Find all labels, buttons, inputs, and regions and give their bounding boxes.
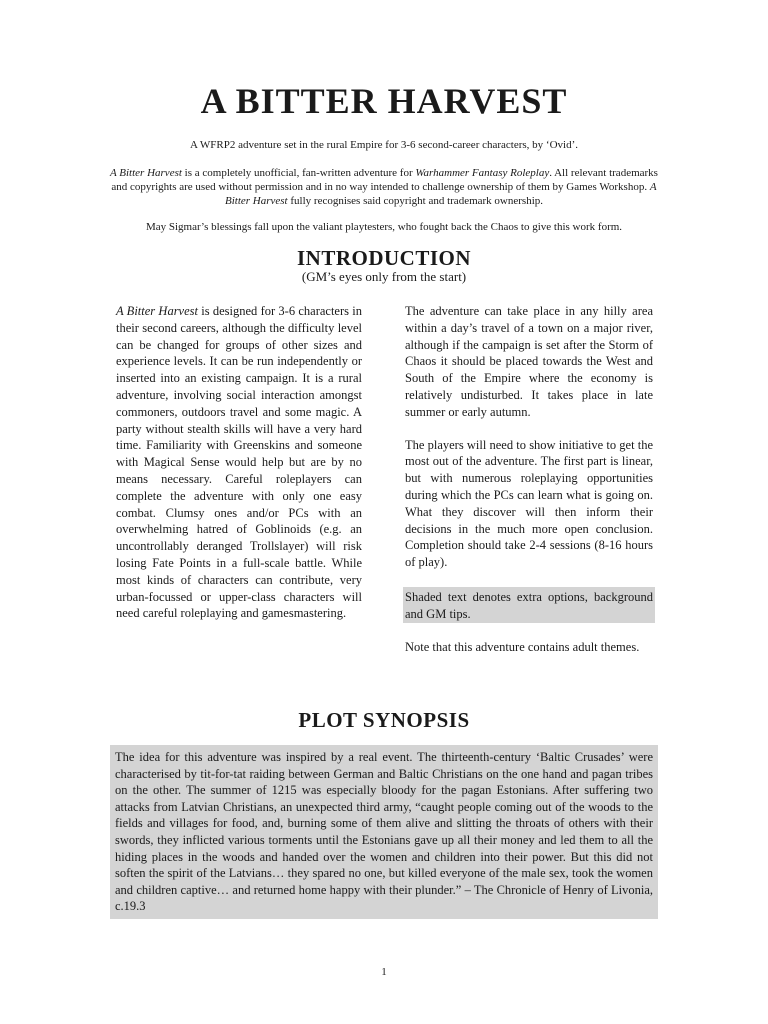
disclaimer-game: Warhammer Fantasy Roleplay <box>415 167 550 179</box>
disclaimer <box>110 166 658 208</box>
page-title: A BITTER HARVEST <box>200 81 568 121</box>
intro-paragraph-initiative: The players will need to show initiative to get the most out of the adventure. The first part is linear, but with numerous roleplaying opportunities during which the PCs can learn what is going on. What they discover will then inform their decisions in the much more open conclusion. Completion should take 2-4 sessions (8-16 hours of play). <box>405 437 653 570</box>
introduction-heading: INTRODUCTION <box>296 246 472 270</box>
intro-paragraph-setting: The adventure can take place in any hilly area within a day’s travel of a town on a major river, although if the campaign is set after the Storm of Chaos it should be placed towards the West and South of the Empire where the economy is relatively undisturbed. It takes place in late summer or early autumn. <box>405 304 653 419</box>
page-number: 1 <box>381 966 387 978</box>
plot-synopsis-heading: PLOT SYNOPSIS <box>298 708 470 732</box>
disclaimer-part-2: . All relevant trademarks and copyrights are used without permission and in no way intended to challenge ownership of them by Games Workshop. <box>111 167 658 193</box>
intro-left-title: A Bitter Harvest <box>116 304 198 318</box>
blessing-line: May Sigmar’s blessings fall upon the valiant playtesters, who fought back the Chaos to give this work form. <box>145 221 623 233</box>
shaded-note: Shaded text denotes extra options, background and GM tips. <box>403 587 655 623</box>
intro-paragraph-left <box>116 303 362 622</box>
credit-line: A WFRP2 adventure set in the rural Empire for 3-6 second-career characters, by ‘Ovid’. <box>189 139 579 151</box>
disclaimer-title-1: A Bitter Harvest <box>110 167 182 179</box>
intro-left-text: is designed for 3-6 characters in their second careers, although the difficulty level can be changed for groups of other sizes and experience levels. It can be run independently or inserted into an existing campaign. It is a rural adventure, involving social interaction amongst commoners, outdoors travel and some magic. A party without stealth skills will have a very hard time. Familiarity with Greenskins and someone with Magical Sense would help but are by no means necessary. Careful roleplayers can complete the adventure with only one easy combat. Clumsy ones and/or PCs with an overwhelming hatred of Goblinoids (e.g. an uncontrollably deranged Trollslayer) will risk losing Fate Points in a full-scale battle. While most kinds of characters can contribute, very urban-focussed or upper-class characters will need careful roleplaying and gamesmastering. <box>116 304 363 621</box>
disclaimer-part-1: is a completely unofficial, fan-written adventure for <box>181 167 416 179</box>
plot-synopsis-shaded-box: The idea for this adventure was inspired by a real event. The thirteenth-century ‘Baltic Crusades’ were characterised by tit-for-tat raiding between German and Baltic Christians on the one hand and pagan tribes on the other. The summer of 1215 was especially bloody for the pagan Estonians. After suffering two attacks from Latvian Christians, an unexpected third army, “caught people coming out of the woods to the fields and villages for food, and, burning some of them alive and slitting the throats of others with their swords, they inflicted various torments until the Estonians gave up all their money and led them to all the hiding places in the woods and handed over the women and children into their power. But this did not soften the spirit of the Latvians… they spared no one, but killed everyone of the male sex, took the women and children captive… and returned home happy with their plunder.” – The Chronicle of Henry of Livonia, c.19.3 <box>110 745 658 919</box>
introduction-right-column <box>405 303 653 671</box>
adult-themes-note: Note that this adventure contains adult themes. <box>405 639 640 654</box>
disclaimer-title-2: A Bitter Harvest <box>224 181 657 207</box>
disclaimer-part-3: fully recognises said copyright and trademark ownership. <box>287 195 543 207</box>
introduction-subtitle: (GM’s eyes only from the start) <box>301 269 467 284</box>
introduction-left-column <box>116 303 362 638</box>
